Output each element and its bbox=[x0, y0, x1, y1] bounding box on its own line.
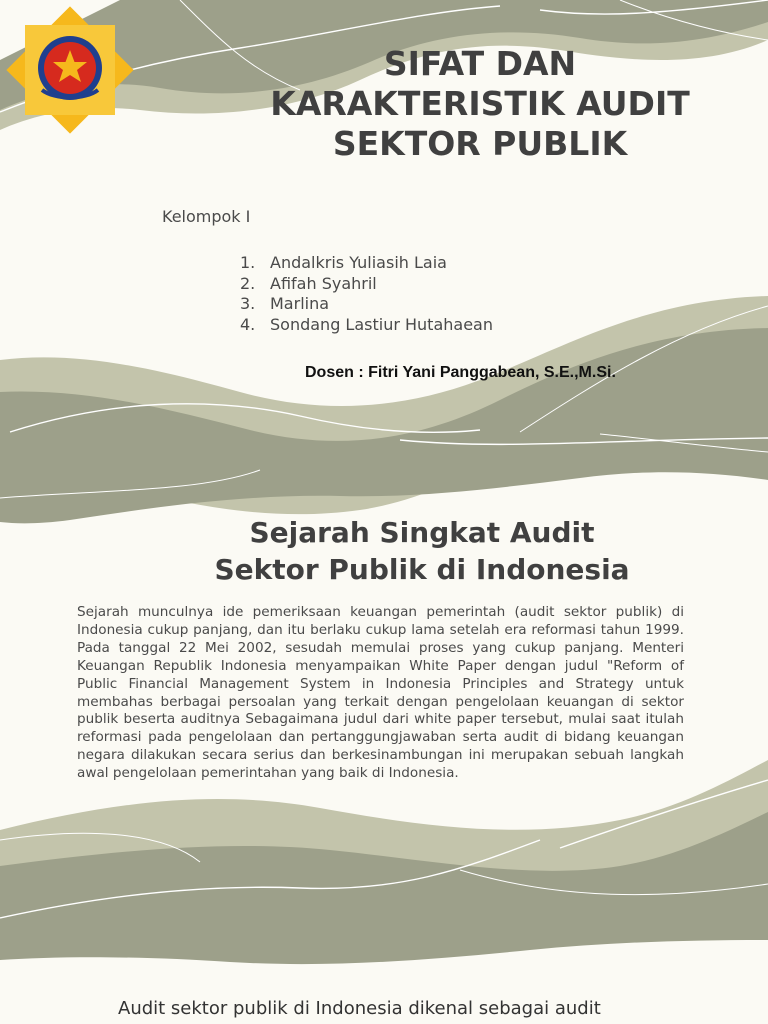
list-item bbox=[240, 253, 493, 274]
member-name: Marlina bbox=[270, 294, 330, 313]
list-number: 4. bbox=[240, 314, 256, 334]
cover-title-line: KARAKTERISTIK AUDIT bbox=[270, 84, 690, 123]
cover-title bbox=[240, 44, 720, 164]
cover-title-line: SEKTOR PUBLIK bbox=[332, 124, 628, 163]
group-label: Kelompok I bbox=[162, 207, 251, 226]
section-title-line: Sektor Publik di Indonesia bbox=[214, 553, 630, 586]
member-name: Andalkris Yuliasih Laia bbox=[270, 253, 447, 272]
lecturer-name: Dosen : Fitri Yani Panggabean, S.E.,M.Si. bbox=[305, 364, 616, 381]
member-name: Afifah Syahril bbox=[270, 273, 377, 293]
member-name: Sondang Lastiur Hutahaean bbox=[270, 314, 493, 334]
list-number: 1. bbox=[240, 253, 256, 272]
member-list bbox=[240, 253, 493, 335]
section-title-line: Sejarah Singkat Audit bbox=[249, 516, 595, 549]
next-paragraph: Audit sektor publik di Indonesia dikenal sebagai audit bbox=[118, 998, 601, 1019]
list-number: 3. bbox=[240, 294, 256, 313]
section-title bbox=[180, 514, 664, 588]
list-item bbox=[240, 274, 493, 295]
list-number: 2. bbox=[240, 273, 256, 293]
list-item bbox=[240, 315, 493, 336]
university-emblem-icon bbox=[0, 0, 140, 140]
list-item bbox=[240, 294, 493, 315]
section-paragraph: Sejarah munculnya ide pemeriksaan keuangan pemerintah (audit sektor publik) di Indonesia cukup panjang, dan itu berlaku cukup lama setelah era reformasi tahun 1999. Pada tanggal 22 Mei 2002, sesudah memulai proses yang cukup panjang. Menteri Keuangan Republik Indonesia menyampaikan White Paper dengan judul "Reform of Public Financial Management System in Indonesia Principles and Strategy untuk membahas berbagai persoalan yang terkait dengan pengelolaan keuangan di sektor publik beserta auditnya Sebagaimana judul dari white paper tersebut, mulai saat itulah reformasi pada pengelolaan dan pertanggungjawaban serta audit di bidang keuangan negara dilakukan secara serius dan berkesinambungan ini merupakan sebuah langkah awal pengelolaan pemerintahan yang baik di Indonesia. bbox=[77, 604, 684, 782]
cover-title-line: SIFAT DAN bbox=[383, 44, 577, 83]
